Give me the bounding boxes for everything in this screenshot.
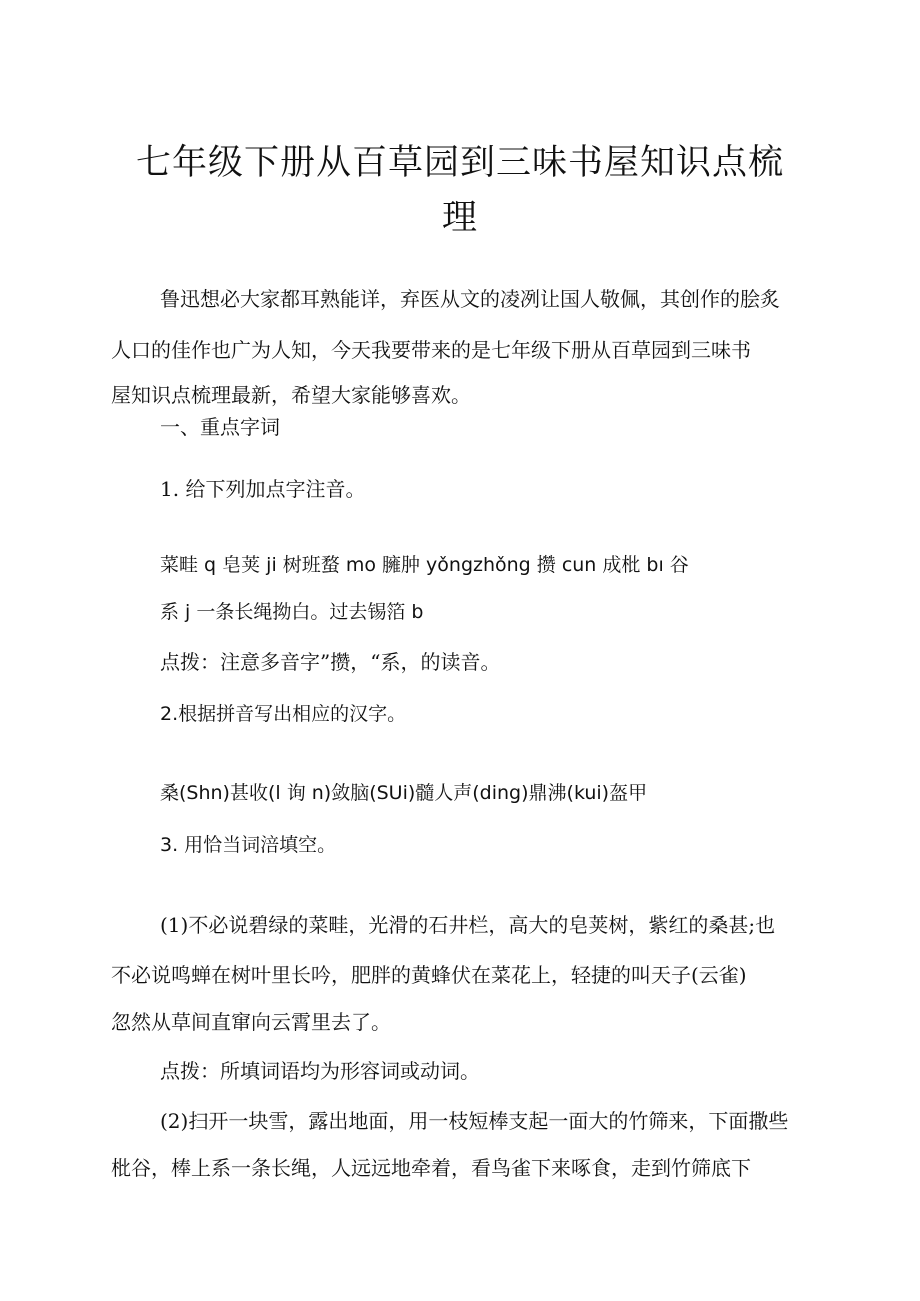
intro-line-1: 鲁迅想必大家都耳熟能详，弃医从文的凌冽让国人敬佩，其创作的脍炙 xyxy=(160,287,780,311)
question-2-line: 桑(Shn)甚收(l 询 n)敛脑(SUi)髓人声(ding)鼎沸(kui)盔甲 xyxy=(160,782,648,804)
question-1-heading: 1. 给下列加点字注音。 xyxy=(160,477,366,501)
section-heading-key-words: 一、重点字词 xyxy=(160,415,280,439)
question-1-line-2: 系 j 一条长绳拗白。过去锡箔 b xyxy=(160,601,424,623)
question-3-paragraph-2-line-1: (2)扫开一块雪，露出地面，用一枝短棒支起一面大的竹筛来，下面撒些 xyxy=(160,1109,789,1133)
document-title-line-2: 理 xyxy=(441,198,478,238)
question-3-paragraph-2-line-2: 枇谷，棒上系一条长绳，人远远地牵着，看鸟雀下来啄食，走到竹筛底下 xyxy=(111,1156,751,1180)
intro-line-3: 屋知识点梳理最新，希望大家能够喜欢。 xyxy=(111,383,471,407)
question-2-heading: 2.根据拼音写出相应的汉字。 xyxy=(160,703,407,725)
question-3-paragraph-1-line-3: 忽然从草间直窜向云霄里去了。 xyxy=(111,1010,391,1034)
intro-line-2: 人口的佳作也广为人知，今天我要带来的是七年级下册从百草园到三味书 xyxy=(111,338,751,362)
question-3-heading: 3. 用恰当词涪填空。 xyxy=(160,834,337,856)
question-3-paragraph-1-line-1: (1)不必说碧绿的菜畦，光滑的石井栏，高大的皂荚树，紫红的桑甚;也 xyxy=(160,913,776,937)
question-1-line-1: 菜畦 q 皂荚 ji 树班蝥 mo 臃肿 yǒngzhǒng 攒 cun 成枇 bı 谷 xyxy=(160,554,689,576)
document-title-line-1: 七年级下册从百草园到三味书屋知识点梳 xyxy=(135,143,784,183)
question-3-tip: 点拨：所填词语均为形容词或动词。 xyxy=(160,1059,480,1083)
question-3-paragraph-1-line-2: 不必说鸣蝉在树叶里长吟，肥胖的黄蜂伏在菜花上，轻捷的叫天子(云雀) xyxy=(111,963,747,987)
question-1-tip: 点拨：注意多音字”攒，“系，的读音。 xyxy=(160,650,501,674)
